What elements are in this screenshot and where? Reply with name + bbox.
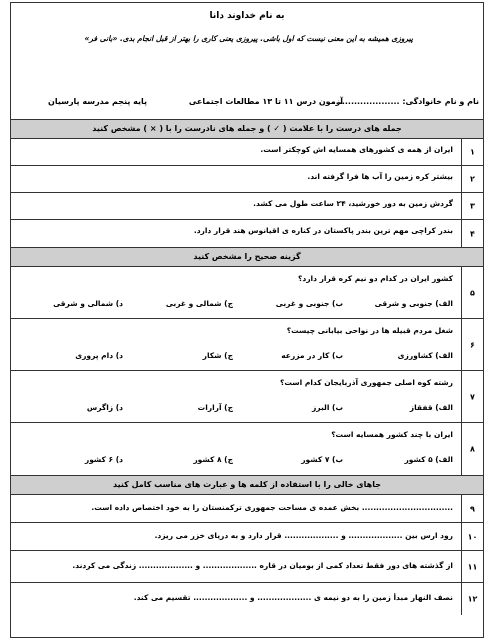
question-text: بندر کراچی مهم ترین بندر پاکستان در کناره ی اقیانوس هند قرار دارد. <box>193 226 453 235</box>
question-row <box>11 551 483 583</box>
question-number: ۴ <box>461 220 483 247</box>
section-true-false-header <box>11 119 483 139</box>
question-text: ایران از همه ی کشورهای همسایه اش کوچکتر است. <box>260 145 453 154</box>
question-number: ۷ <box>461 371 483 422</box>
option-b[interactable]: ب) ۷ کشور <box>301 455 343 464</box>
question-text: گردش زمین به دور خورشید، ۲۴ ساعت طول می کشد. <box>253 199 453 208</box>
option-b[interactable]: ب) البرز <box>311 403 343 412</box>
question-row <box>11 319 483 371</box>
question-number: ۱۰ <box>461 523 483 550</box>
option-a[interactable]: الف) قفقاز <box>409 403 453 412</box>
option-d[interactable]: د) دام پروری <box>75 351 123 360</box>
option-b[interactable]: ب) جنوبی و غربی <box>275 299 343 308</box>
section-fill-blanks-header <box>11 475 483 495</box>
section-title: گزینه صحیح را مشخص کنید <box>193 252 301 261</box>
option-a[interactable]: الف) جنوبی و شرقی <box>374 299 453 308</box>
question-row <box>11 583 483 615</box>
section-title: جاهای خالی را با استفاده از کلمه ها و عبارت های مناسب کامل کنید <box>113 480 381 489</box>
option-d[interactable]: د) شمالی و شرقی <box>53 299 123 308</box>
question-text: ................................ بخش عمده ی مساحت جمهوری ترکمنستان را به خود اختصاص داده است. <box>91 503 453 512</box>
question-text: رشته کوه اصلی جمهوری آذربایجان کدام است؟ <box>279 378 453 387</box>
question-number: ۱ <box>461 139 483 165</box>
question-number: ۵ <box>461 267 483 318</box>
question-text: نصف النهار مبدأ زمین را به دو نیمه ی ................... و ................... تقسیم می کند. <box>133 593 453 602</box>
question-row <box>11 166 483 193</box>
question-row <box>11 523 483 551</box>
question-row <box>11 193 483 220</box>
question-row <box>11 423 483 475</box>
question-row <box>11 267 483 319</box>
option-a[interactable]: الف) کشاورزی <box>397 351 453 360</box>
option-c[interactable]: ج) شمالی و غربی <box>165 299 233 308</box>
question-row <box>11 220 483 247</box>
question-number: ۳ <box>461 193 483 219</box>
exam-frame <box>10 2 484 638</box>
option-a[interactable]: الف) ۵ کشور <box>404 455 453 464</box>
student-info-row <box>11 97 483 111</box>
question-number: ۹ <box>461 495 483 522</box>
question-number: ۶ <box>461 319 483 370</box>
question-text: بیشتر کره زمین را آب ها فرا گرفته اند. <box>307 172 453 181</box>
option-c[interactable]: ج) ۸ کشور <box>193 455 233 464</box>
question-number: ۱۲ <box>461 583 483 615</box>
question-row <box>11 139 483 166</box>
question-text: ایران با چند کشور همسایه است؟ <box>331 430 453 439</box>
option-c[interactable]: ج) شکار <box>202 351 233 360</box>
question-text: شغل مردم قبیله ها در نواحی بیابانی چیست؟ <box>286 326 453 335</box>
exam-title: آزمون درس ۱۱ تا ۱۳ مطالعات اجتماعی <box>188 97 343 106</box>
school-grade-label: پایه پنجم مدرسه پارسیان <box>47 97 147 106</box>
option-b[interactable]: ب) کار در مزرعه <box>281 351 343 360</box>
section-multiple-choice-header <box>11 247 483 267</box>
question-text: از گذشته های دور فقط تعداد کمی از بومیان در قاره ................... و ................... زندگی می کردند. <box>72 561 453 570</box>
student-name-label: نام و نام خانوادگی: ...................... <box>332 97 479 106</box>
question-text: کشور ایران در کدام دو نیم کره قرار دارد؟ <box>298 274 453 283</box>
option-d[interactable]: د) زاگرس <box>86 403 123 412</box>
section-title: جمله های درست را با علامت ( ✓ ) و جمله های نادرست را با ( × ) مشخص کنید <box>92 124 402 133</box>
motivational-quote: پیروزی همیشه به این معنی نیست که اول باشی. پیروزی یعنی کاری را بهتر از قبل انجام بدی. «بانی فر» <box>84 34 413 43</box>
question-number: ۲ <box>461 166 483 192</box>
question-row <box>11 495 483 523</box>
question-text: رود ارس بین ................... و ................... قرار دارد و به دریای خزر می ریزد. <box>154 531 453 540</box>
page-title: به نام خداوند دانا <box>209 11 285 21</box>
question-number: ۱۱ <box>461 551 483 582</box>
question-row <box>11 371 483 423</box>
option-c[interactable]: ج) آرارات <box>197 403 233 412</box>
option-d[interactable]: د) ۶ کشور <box>84 455 123 464</box>
question-number: ۸ <box>461 423 483 475</box>
